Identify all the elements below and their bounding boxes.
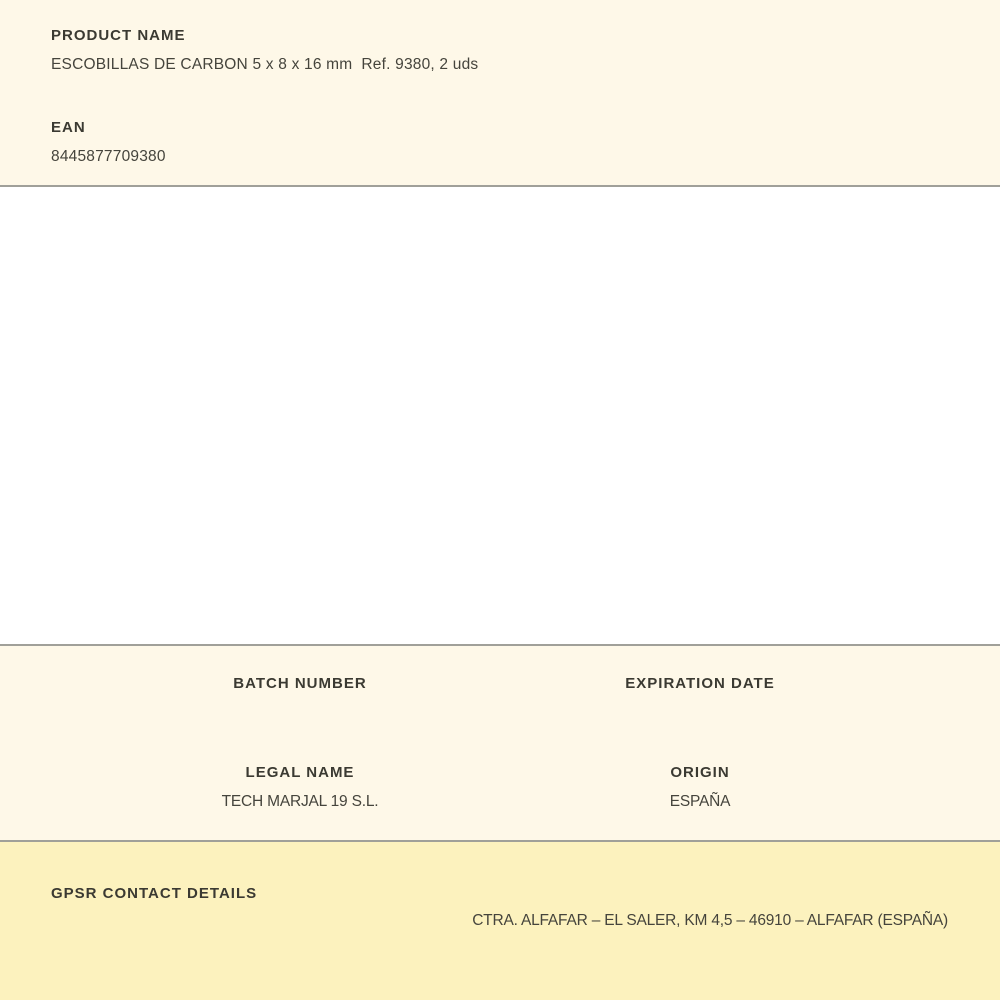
product-image-area — [0, 187, 1000, 646]
batch-number-field — [100, 675, 500, 693]
legal-name-label: LEGAL NAME — [245, 764, 355, 781]
product-name-label: PRODUCT NAME — [51, 27, 186, 44]
batch-number-label: BATCH NUMBER — [233, 675, 367, 692]
legal-name-value: TECH MARJAL 19 S.L. — [221, 793, 379, 810]
product-name-field — [51, 27, 949, 74]
product-name-value: ESCOBILLAS DE CARBON 5 x 8 x 16 mm Ref. 9380, 2 uds — [51, 56, 479, 73]
expiration-date-label: EXPIRATION DATE — [625, 675, 775, 692]
gpsr-section — [0, 842, 1000, 1000]
ean-field — [51, 119, 949, 166]
gpsr-heading: GPSR CONTACT DETAILS — [51, 885, 258, 902]
gpsr-address: CTRA. ALFAFAR – EL SALER, KM 4,5 – 46910 – ALFAFAR (ESPAÑA) — [472, 912, 948, 929]
details-row-legal-origin — [100, 764, 900, 811]
details-row-batch-expiration — [100, 675, 900, 693]
origin-field — [500, 764, 900, 811]
ean-label: EAN — [51, 119, 86, 136]
legal-name-field — [100, 764, 500, 811]
details-section — [0, 646, 1000, 842]
expiration-date-field — [500, 675, 900, 693]
product-info-section — [0, 0, 1000, 187]
origin-label: ORIGIN — [670, 764, 730, 781]
ean-value: 8445877709380 — [51, 148, 166, 165]
origin-value: ESPAÑA — [669, 793, 731, 810]
